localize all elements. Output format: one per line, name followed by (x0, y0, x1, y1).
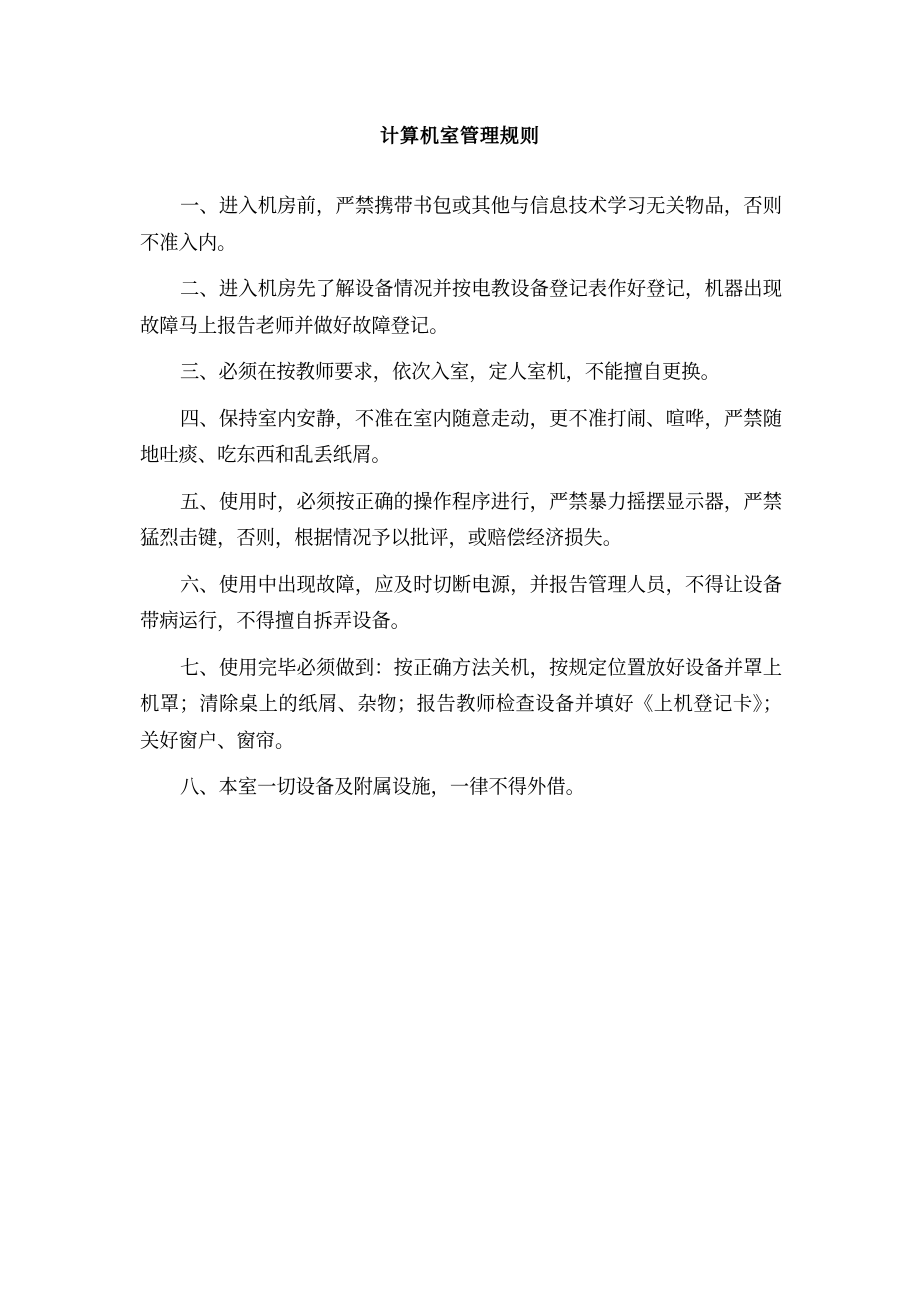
rule-item-6: 六、使用中出现故障，应及时切断电源，并报告管理人员，不得让设备带病运行，不得擅自拆弄设备。 (140, 572, 782, 632)
rule-item-4: 四、保持室内安静，不准在室内随意走动，更不准打闹、喧哗，严禁随地吐痰、吃东西和乱丢纸屑。 (140, 406, 782, 466)
rule-item-2: 二、进入机房先了解设备情况并按电教设备登记表作好登记，机器出现故障马上报告老师并做好故障登记。 (140, 277, 782, 337)
rule-item-7: 七、使用完毕必须做到：按正确方法关机，按规定位置放好设备并罩上机罩；清除桌上的纸屑、杂物；报告教师检查设备并填好《上机登记卡》；关好窗户、窗帘。 (140, 655, 782, 752)
rule-item-1: 一、进入机房前，严禁携带书包或其他与信息技术学习无关物品，否则不准入内。 (140, 194, 782, 254)
document-title: 计算机室管理规则 (379, 125, 540, 147)
rule-item-3: 三、必须在按教师要求，依次入室，定人室机，不能擅自更换。 (180, 360, 720, 383)
rule-item-5: 五、使用时，必须按正确的操作程序进行，严禁暴力摇摆显示器，严禁猛烈击键，否则，根据情况予以批评，或赔偿经济损失。 (140, 489, 782, 549)
rules-list (140, 188, 782, 816)
rule-item-8: 八、本室一切设备及附属设施，一律不得外借。 (180, 775, 585, 798)
